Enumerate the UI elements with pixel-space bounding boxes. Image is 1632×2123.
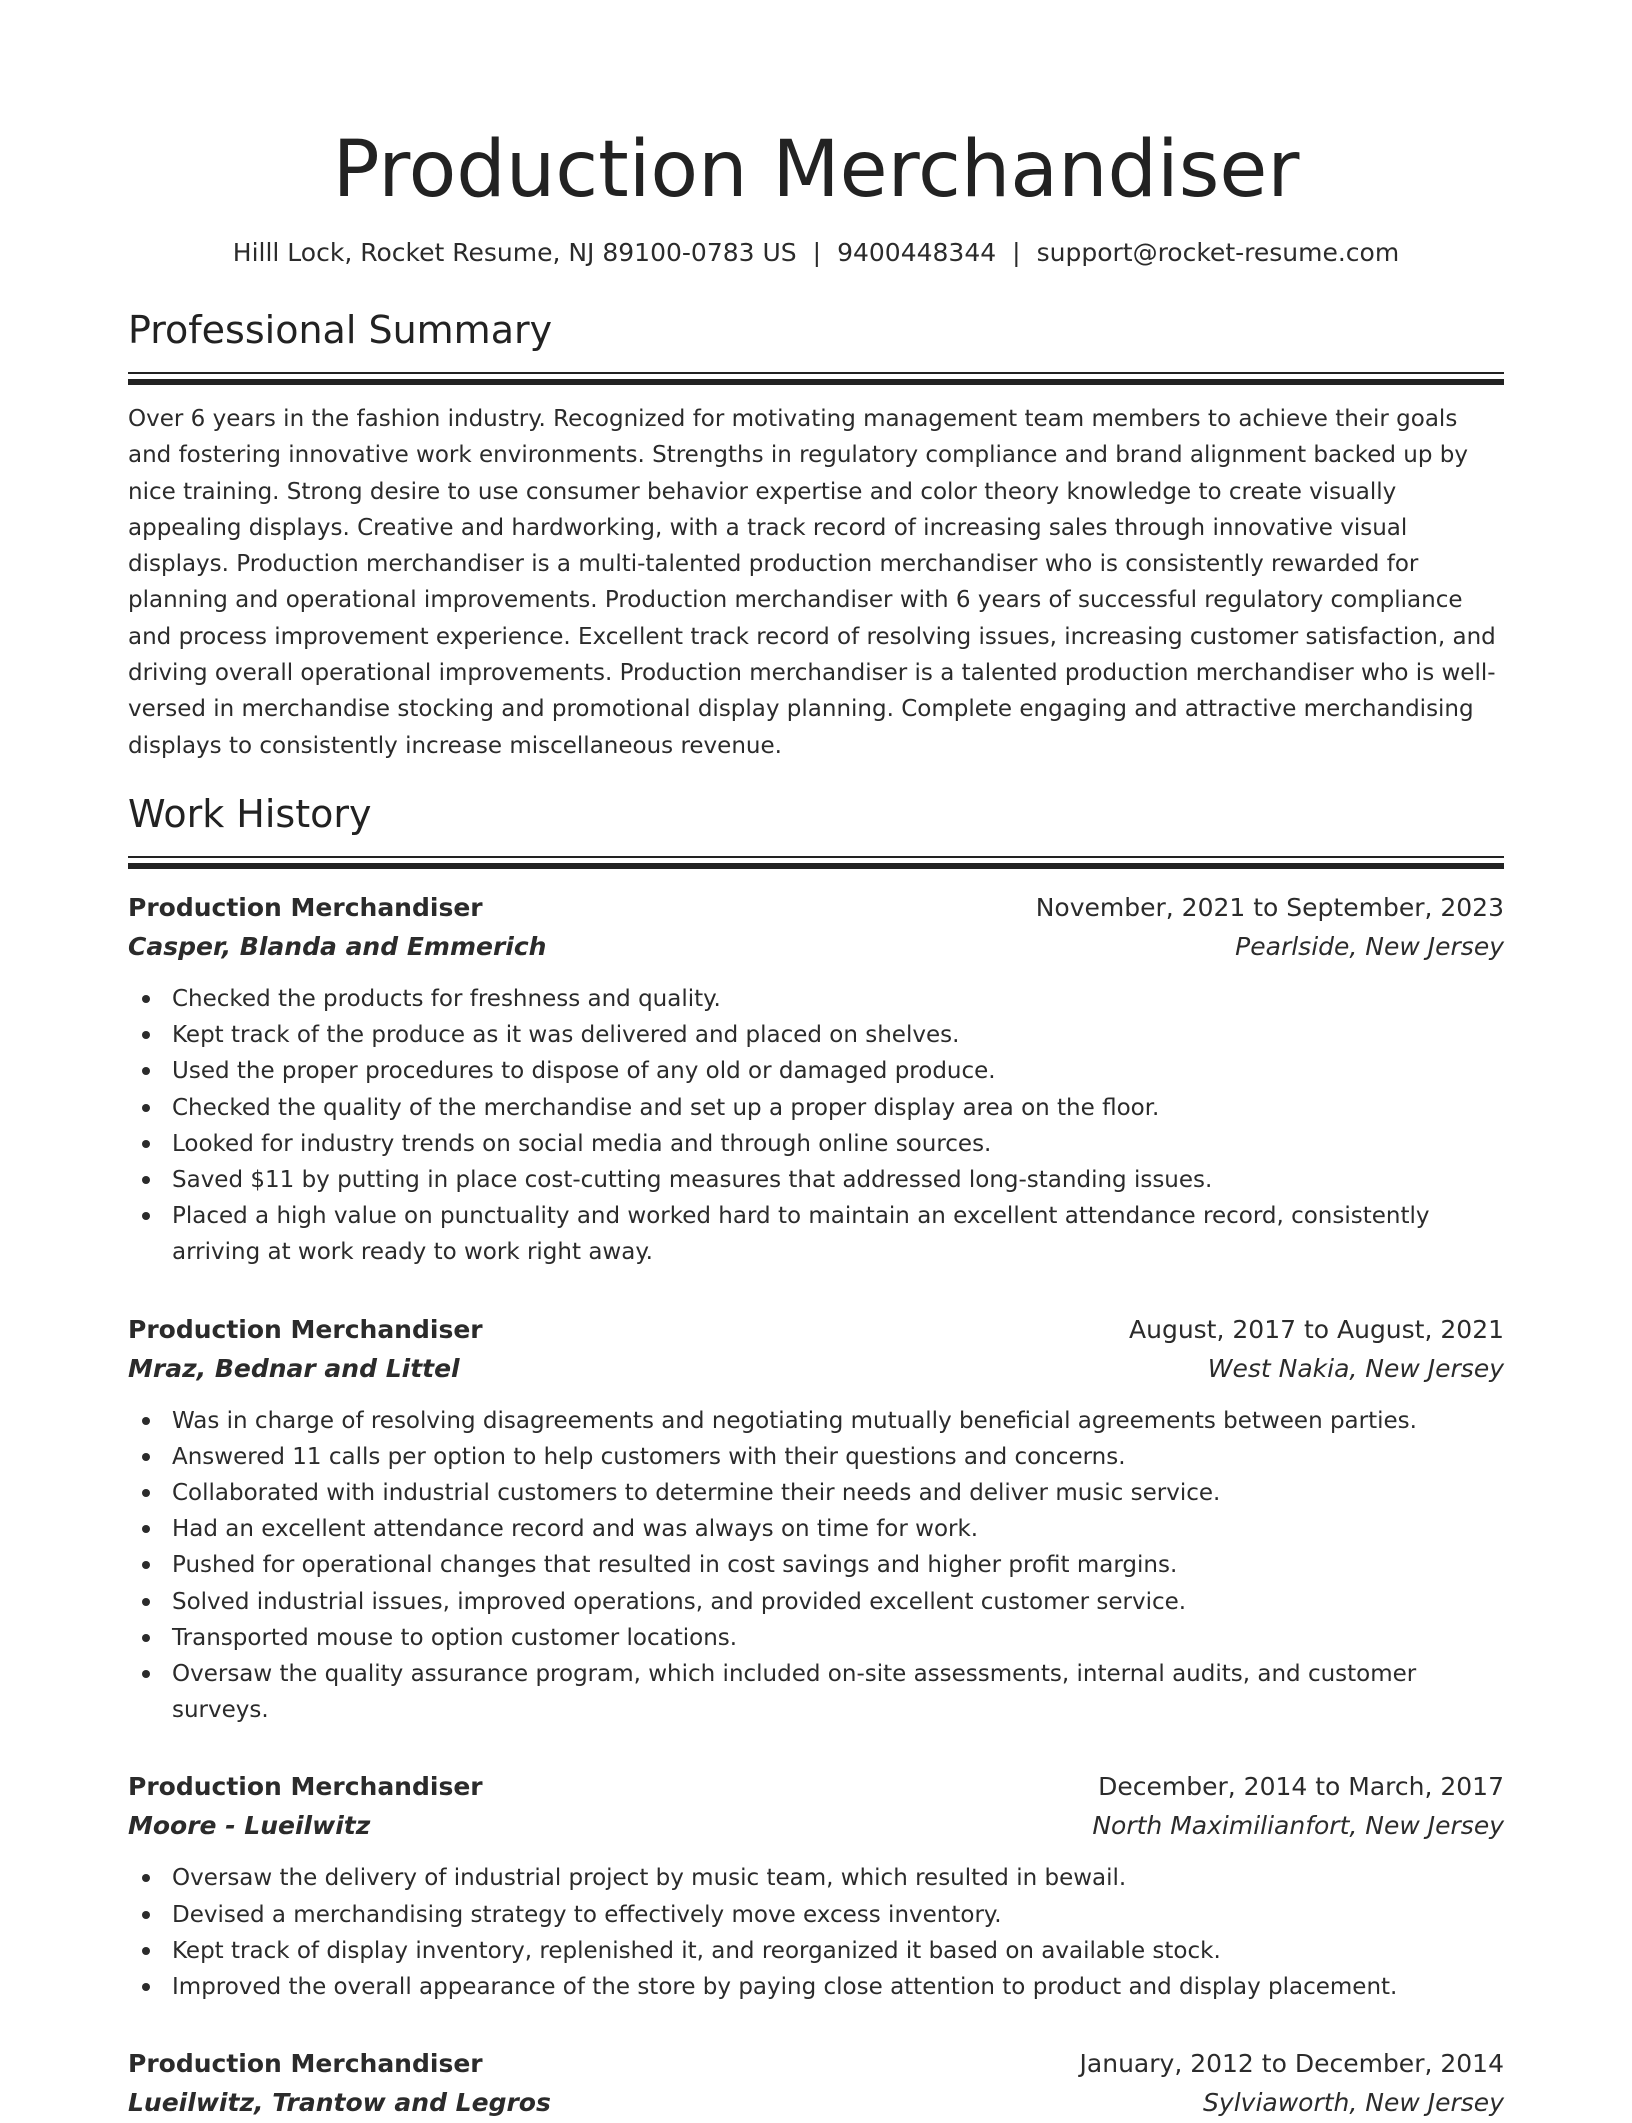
summary-section xyxy=(128,306,1504,764)
job-dates: August, 2017 to August, 2021 xyxy=(1129,1314,1504,1344)
job-location: Sylviaworth, New Jersey xyxy=(1203,2088,1504,2118)
job-bullet: Oversaw the quality assurance program, which included on-site assessments, internal audits, and customer surveys. xyxy=(172,1656,1504,1728)
job-title: Production Merchandiser xyxy=(128,892,483,922)
job-bullet: Oversaw the delivery of industrial project by music team, which resulted in bewail. xyxy=(172,1860,1504,1896)
job-bullet: Was in charge of resolving disagreements and negotiating mutually beneficial agreements between parties. xyxy=(172,1403,1504,1439)
job-bullet: Improved the overall appearance of the store by paying close attention to product and display placement. xyxy=(172,1969,1504,2005)
section-divider xyxy=(128,372,1504,385)
job-list xyxy=(128,889,1504,2123)
job-location: North Maximilianfort, New Jersey xyxy=(1092,1811,1504,1841)
job-entry xyxy=(128,1768,1504,2005)
section-title-work-history: Work History xyxy=(128,791,372,836)
job-bullet-list xyxy=(128,981,1504,1271)
job-dates: January, 2012 to December, 2014 xyxy=(1079,2049,1504,2079)
job-company: Lueilwitz, Trantow and Legros xyxy=(128,2088,551,2118)
job-bullet-list xyxy=(128,1403,1504,1729)
job-company: Mraz, Bednar and Littel xyxy=(128,1353,460,1383)
resume-page xyxy=(128,0,1504,2123)
contact-email: support@rocket-resume.com xyxy=(1036,238,1400,267)
job-entry xyxy=(128,889,1504,1271)
job-title: Production Merchandiser xyxy=(128,1314,483,1344)
job-bullet: Pushed for operational changes that resulted in cost savings and higher profit margins. xyxy=(172,1547,1504,1583)
job-bullet: Placed a high value on punctuality and worked hard to maintain an excellent attendance record, consistently arriving at work ready to work right away. xyxy=(172,1198,1504,1270)
resume-name: Production Merchandiser xyxy=(332,125,1300,215)
job-title: Production Merchandiser xyxy=(128,1772,483,1802)
work-history-section xyxy=(128,790,1504,2123)
section-title-summary: Professional Summary xyxy=(128,308,553,352)
job-bullet: Answered 11 calls per option to help customers with their questions and concerns. xyxy=(172,1439,1504,1475)
job-bullet-list xyxy=(128,1860,1504,2005)
job-company: Moore - Lueilwitz xyxy=(128,1811,371,1841)
job-bullet: Solved industrial issues, improved operations, and provided excellent customer service. xyxy=(172,1584,1504,1620)
job-bullet: Kept track of display inventory, replenished it, and reorganized it based on available stock. xyxy=(172,1933,1504,1969)
job-bullet: Checked the products for freshness and quality. xyxy=(172,981,1504,1017)
summary-text: Over 6 years in the fashion industry. Recognized for motivating management team members to achieve their goals and fostering innovative work environments. Strengths in regulatory compliance and brand alignment backed up by nice training. Strong desire to use consumer behavior expertise and color theory knowledge to create visually appealing displays. Creative and hardworking, with a track record of increasing sales through innovative visual displays. Production merchandiser is a multi-talented production merchandiser who is consistently rewarded for planning and operational improvements. Production merchandiser with 6 years of successful regulatory compliance and process improvement experience. Excellent track record of resolving issues, increasing customer satisfaction, and driving overall operational improvements. Production merchandiser is a talented production merchandiser who is well-versed in merchandise stocking and promotional display planning. Complete engaging and attractive merchandising displays to consistently increase miscellaneous revenue. xyxy=(128,406,1496,759)
job-title: Production Merchandiser xyxy=(128,2049,483,2079)
section-divider xyxy=(128,856,1504,869)
job-bullet: Collaborated with industrial customers to determine their needs and deliver music service. xyxy=(172,1475,1504,1511)
job-dates: November, 2021 to September, 2023 xyxy=(1035,892,1504,922)
job-entry xyxy=(128,2045,1504,2123)
job-bullet: Checked the quality of the merchandise and set up a proper display area on the floor. xyxy=(172,1090,1504,1126)
job-bullet: Had an excellent attendance record and was always on time for work. xyxy=(172,1511,1504,1547)
contact-phone: 9400448344 xyxy=(837,238,997,267)
job-bullet: Used the proper procedures to dispose of any old or damaged produce. xyxy=(172,1053,1504,1089)
job-bullet: Kept track of the produce as it was delivered and placed on shelves. xyxy=(172,1017,1504,1053)
job-dates: December, 2014 to March, 2017 xyxy=(1098,1772,1504,1802)
contact-separator: | xyxy=(1012,238,1021,267)
job-company: Casper, Blanda and Emmerich xyxy=(128,931,547,961)
job-entry xyxy=(128,1311,1504,1729)
job-location: Pearlside, New Jersey xyxy=(1235,931,1504,961)
job-bullet: Looked for industry trends on social media and through online sources. xyxy=(172,1126,1504,1162)
job-bullet: Saved $11 by putting in place cost-cutting measures that addressed long-standing issues. xyxy=(172,1162,1504,1198)
job-bullet: Transported mouse to option customer locations. xyxy=(172,1620,1504,1656)
contact-line xyxy=(128,236,1504,270)
contact-address: Hilll Lock, Rocket Resume, NJ 89100-0783 US xyxy=(232,238,797,267)
job-location: West Nakia, New Jersey xyxy=(1207,1353,1504,1383)
contact-separator: | xyxy=(812,238,822,267)
job-bullet: Devised a merchandising strategy to effectively move excess inventory. xyxy=(172,1897,1504,1933)
